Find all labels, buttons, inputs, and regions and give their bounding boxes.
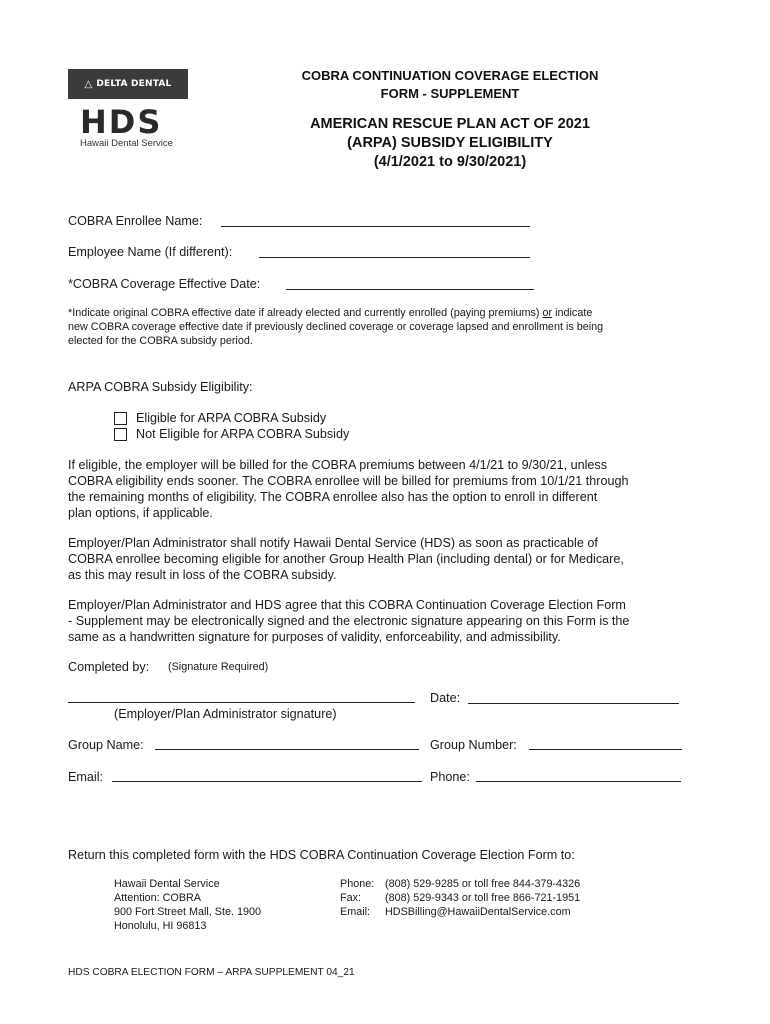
completed-by-label: Completed by:: [68, 660, 150, 674]
group-number-field[interactable]: [529, 749, 682, 750]
phone-label: Phone:: [430, 770, 470, 784]
form-title-line2: FORM - SUPPLEMENT: [380, 86, 520, 101]
note-line3: elected for the COBRA subsidy period.: [68, 335, 253, 347]
note-or: or: [542, 307, 553, 319]
return-address: [114, 877, 261, 933]
notification-line: as this may result in loss of the COBRA subsidy.: [68, 568, 337, 582]
effective-date-field[interactable]: [286, 289, 534, 290]
contact-phone-label: Phone:: [340, 878, 375, 890]
date-label: Date:: [430, 691, 461, 705]
phone-field[interactable]: [476, 781, 681, 782]
delta-triangle-icon: △: [84, 78, 93, 90]
hds-logo-subtitle: Hawaii Dental Service: [80, 138, 173, 149]
signature-field[interactable]: [68, 702, 415, 703]
esignature-paragraph: [68, 597, 708, 645]
notification-paragraph: [68, 535, 708, 583]
not-eligible-label: Not Eligible for ARPA COBRA Subsidy: [136, 427, 350, 441]
delta-dental-logo-text: DELTA DENTAL: [96, 79, 172, 89]
not-eligible-checkbox[interactable]: [114, 428, 127, 441]
esignature-line: same as a handwritten signature for purposes of validity, enforceability, and admissibility.: [68, 630, 561, 644]
note-line1: [68, 306, 718, 320]
address-line: 900 Fort Street Mall, Ste. 1900: [114, 906, 262, 918]
form-title: [270, 67, 630, 103]
contact-email-link[interactable]: HDSBilling@HawaiiDentalService.com: [385, 906, 571, 918]
effective-date-note: [68, 306, 718, 348]
billing-line: the remaining months of eligibility. The COBRA enrollee also has the option to enroll in different: [68, 490, 598, 504]
email-label: Email:: [68, 770, 103, 784]
address-line: Honolulu, HI 96813: [114, 920, 207, 932]
billing-paragraph: [68, 457, 708, 521]
esignature-line: - Supplement may be electronically signed and the electronic signature appearing on this Form is the: [68, 614, 630, 628]
contact-fax-value: (808) 529-9343 or toll free 866-721-1951: [385, 892, 581, 904]
billing-line: COBRA eligibility ends sooner. The COBRA enrollee will be billed for premiums from 10/1/21 through: [68, 474, 629, 488]
enrollee-name-label: COBRA Enrollee Name:: [68, 214, 203, 228]
form-subtitle-line1: AMERICAN RESCUE PLAN ACT OF 2021: [310, 116, 590, 132]
notification-line: Employer/Plan Administrator shall notify Hawaii Dental Service (HDS) as soon as practicable of: [68, 536, 598, 550]
eligibility-heading: ARPA COBRA Subsidy Eligibility:: [68, 380, 253, 394]
signature-required-note: (Signature Required): [168, 661, 269, 673]
form-subtitle-line2: (ARPA) SUBSIDY ELIGIBILITY: [347, 135, 553, 151]
form-subtitle-line3: (4/1/2021 to 9/30/2021): [373, 154, 527, 170]
employee-name-field[interactable]: [259, 257, 530, 258]
effective-date-label: *COBRA Coverage Effective Date:: [68, 277, 261, 291]
contact-email-label: Email:: [340, 906, 370, 918]
billing-line: If eligible, the employer will be billed for the COBRA premiums between 4/1/21 to 9/30/21, unless: [68, 458, 608, 472]
group-number-label: Group Number:: [430, 738, 517, 752]
address-line: Attention: COBRA: [114, 892, 202, 904]
form-title-line1: COBRA CONTINUATION COVERAGE ELECTION: [301, 68, 599, 83]
email-field[interactable]: [112, 781, 422, 782]
note-line1-text: *Indicate original COBRA effective date if already elected and currently enrolled (paying premiums): [68, 307, 543, 319]
employee-name-label: Employee Name (If different):: [68, 245, 233, 259]
contact-phone-value: (808) 529-9285 or toll free 844-379-4326: [385, 878, 581, 890]
contact-values: [385, 877, 580, 919]
signature-caption: (Employer/Plan Administrator signature): [114, 707, 337, 721]
eligible-checkbox[interactable]: [114, 412, 127, 425]
esignature-line: Employer/Plan Administrator and HDS agree that this COBRA Continuation Coverage Election Form: [68, 598, 626, 612]
group-name-label: Group Name:: [68, 738, 144, 752]
note-line2: new COBRA coverage effective date if previously declined coverage or coverage lapsed and enrollment is being: [68, 321, 604, 333]
billing-line: plan options, if applicable.: [68, 506, 213, 520]
eligible-label: Eligible for ARPA COBRA Subsidy: [136, 411, 327, 425]
form-subtitle: [270, 115, 630, 172]
contact-fax-label: Fax:: [340, 892, 361, 904]
page-footer: HDS COBRA ELECTION FORM – ARPA SUPPLEMENT 04_21: [68, 967, 355, 978]
contact-labels: [340, 877, 374, 919]
hds-logo: HDS: [80, 103, 163, 141]
delta-dental-logo: [68, 69, 188, 99]
notification-line: COBRA enrollee becoming eligible for another Group Health Plan (including dental) or for Medicare,: [68, 552, 624, 566]
address-line: Hawaii Dental Service: [114, 878, 220, 890]
enrollee-name-field[interactable]: [221, 226, 530, 227]
group-name-field[interactable]: [155, 749, 419, 750]
date-field[interactable]: [468, 703, 679, 704]
note-line1-end: indicate: [552, 307, 593, 319]
return-instruction: Return this completed form with the HDS COBRA Continuation Coverage Election Form to:: [68, 848, 575, 862]
